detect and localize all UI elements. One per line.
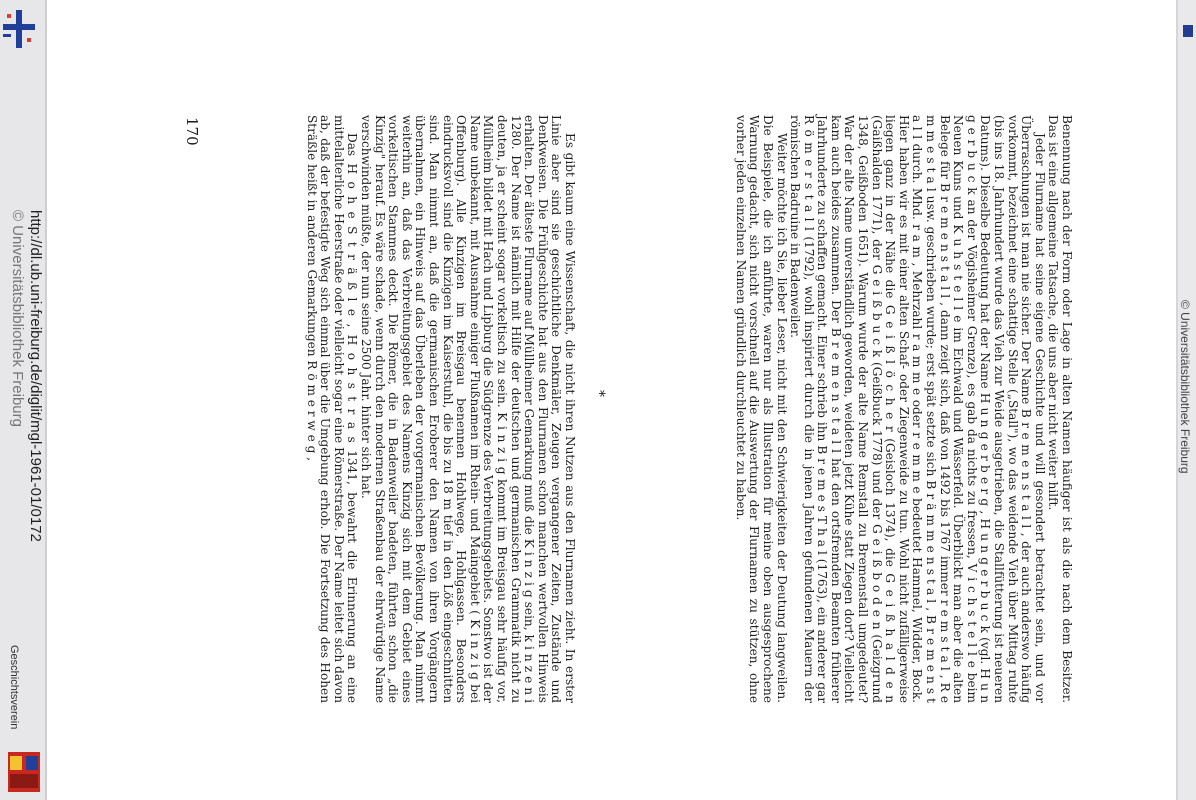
section-separator: * [591, 390, 607, 397]
library-logo-icon [3, 10, 35, 48]
page-number: 170 [183, 117, 201, 146]
crest-icon [1183, 25, 1193, 37]
lower-column-text [304, 115, 576, 703]
copyright-note: © Universitätsbibliothek Freiburg [9, 210, 26, 427]
society-label: Geschichtsverein [8, 645, 20, 730]
paragraph: Benennung nach der Form oder Lage in alten Namen häufiger ist als die nach dem Besitzer. Das ist eine allgemeine Tatsache, die uns aber nicht weiter hilft. [1046, 115, 1074, 703]
paragraph: Es gibt kaum eine Wissenschaft, die nicht ihren Nutzen aus den Flurnamen zieht. In erster Linie aber sind sie geschichtliche Denkmäler, Zeugen vergangener Zeiten, Zustände und Denkweisen. Die Frühgeschichte hat aus den Flurnamen schon manchen wertvollen Hinweis erhalten. Der älteste Flurname auf Müllheimer Gemarkung muß die K i n z i g sein, k i n z e n i 1280. Der Name ist nämlich mit Hilfe der deutschen und germanischen Grammatik nicht zu deuten, ja er scheint sogar vorkeltisch zu sein. K i n z i g kommt im Breisgau sehr häufig vor, Müllheim bildet mit Hach und Lipburg die Südgrenze des Verbreitungsgebiets. Sonstwo ist der Name unbekannt, mit Ausnahme einiger Flußnamen im Rhein- und Maingebiet ( K i n z i g bei Offenburg). Alle Kinzigen im Breisgau benennen Hohlwege, Hohlgassen. Besonders eindrucksvoll sind die Kinzigen im Kaiserstuhl, die bis zu 18 m tief in den Löß eingeschnitten sind. Man nimmt an, daß die germanischen Eroberer den Namen von ihren Vorgängern übernahmen, ein Hinweis auf das Überleben der vorgermanischen Bevölkerung. Man nimmt weiterhin an, daß das Verbreitungsgebiet des Namens Kinzig sich mit dem Gebiet eines vorkeltischen Stammes deckt. Die Römer, die in Badenweiler badeten, führten schon „die Kinzig" herauf. Es wäre schade, wenn durch den modernen Straßenbau der ehrwürdige Name verschwinden müßte, der nun seine 2500 Jahr. hinter sich hat. [359, 115, 577, 703]
upper-column-text [733, 115, 1073, 703]
page-left-edge [45, 0, 47, 800]
paragraph: Weiter möchte ich Sie, lieber Leser, nicht mit den Schwierigkeiten der Deutung langweilen. Die Beispiele, die ich anführte, waren nur als Illustration für meine oben ausgesprochene Warnung gedacht, sich nicht vorschnell auf die Auswertung der Flurnamen zu stützen, ohne vorher jeden einzelnen Namen gründlich durchleuchtet zu haben. [733, 115, 789, 703]
source-url: http://dl.ub.uni-freiburg.de/diglit/mgl-1961-01/0172 [27, 210, 44, 542]
paragraph: Das H o h e S t r ä ß l e , H o h s t r a s 1341, bewahrt die Erinnerung an eine mittelalterliche Heerstraße oder vielleicht sogar eine Römerstraße. Der Name leitet sich davon ab, daß der befestigte Weg sich einmal über die Umgebung erhob. Die Fortsetzung des Hohen Sträßle heißt in anderen Gemarkungen R ö m e r w e g , [304, 115, 360, 703]
society-badge-icon [8, 752, 40, 792]
paragraph: Jeder Flurname hat seine eigene Geschichte und will gesondert betrachtet sein, und vor Überraschungen ist man nie sicher. Der Name B r e m e n s t a l l , der auch anderswo häufig vorkommt, bezeichnet eine schattige Stelle („Stall"), wo das weidende Vieh über Mittag ruhte (bis ins 18. Jahrhundert wurde das Vieh zur Weide ausgetrieben, die Stallfütterung ist neueren Datums). Dieselbe Bedeutung hat der Name H u n g e r b e r g , H u n g e r b u c k (vgl. H u n g e r b u c k an der Vögisheimer Grenze), es gab da nichts zu fressen, V i c h s t e l l e beim Neuen Kuns und K u h s t e l l e im Eichwald und Wässerfeld. Überblickt man aber die alten Belege für B r e m e n s t a l l , dann zeigt sich, daß von 1492 bis 1767 immer r e m s t a l , R e m m e s t a l usw. geschrieben wurde; erst spät setzte sich B r ä m m e n s t a l , B r e m e n s t a l l durch. Mhd. r a m , Mehrzahl r a m m e oder r e m m e bedeutet Hammel, Widder, Bock. Hier haben wir es mit einer alten Schaf- oder Ziegenweide zu tun. Wohl nicht zufälligerweise liegen ganz in der Nähe die G e i ß l ö c h e r (Geisloch 1374), die G e i ß h a l d e n (Gaißhalden 1771), der G e i ß b u c k (Geißbuck 1778) und der G e i ß b o d e n (Geizgrund 1348, Geißboden 1651). Warum wurde der alte Name Remstall zu Bremenstall umgedeutet? War der alte Name unverständlich geworden, weideten jetzt Kühe statt Ziegen dort? Vielleicht kam auch beides zusammen. Der B r e m e n s t a l l hat den ortsfremden Beamten früherer Jahrhunderte zu schaffen gemacht. Einer schrieb ihn B r e m e s T h a l (1763), ein anderer gar R ö m e r s t a l l (1792), wohl inspiriert durch die in jenen Jahren gefundenen Mauern der römischen Badruine in Badenweiler. [788, 115, 1047, 703]
right-margin-text: © Universitätsbibliothek Freiburg [1178, 300, 1192, 474]
